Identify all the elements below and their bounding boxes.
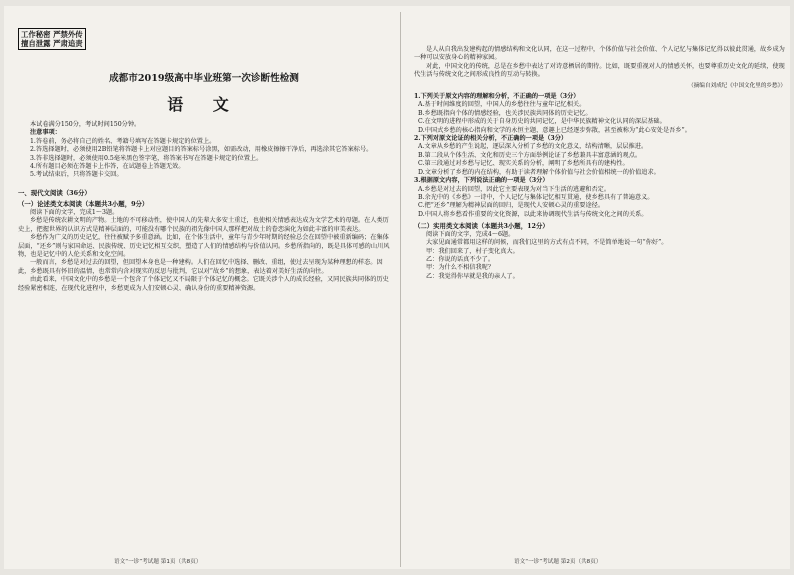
answer-option: A.乡愁是对过去的回望，因此它主要表现为对当下生活的逃避和否定。 [418,185,611,193]
exam-title: 成都市2019级高中毕业班第一次诊断性检测 [109,73,299,84]
stamp-line-1: 工作秘密 严禁外传 [21,30,83,39]
answer-option: C.把“还乡”理解为精神层面的回归，是现代人安顿心灵的重要途径。 [418,202,605,210]
subsection-heading: （二）实用类文本阅读（本题共3小题，12分） [414,222,549,231]
answer-option: A.基于时间维度的回望，中国人的乡愁往往与童年记忆相关。 [418,101,586,109]
note-item: 2.答选择题时，必须使用2B铅笔将答题卡上对应题目的答案标号涂黑，如需改动，用橡皮擦擦干净后，再选涂其它答案标号。 [30,146,373,154]
answer-option: C.第三段通过对乡愁与记忆、现实关系的分析，阐明了乡愁所具有的建构性。 [418,160,629,168]
confidential-stamp [18,28,86,50]
question-stem: 3.根据原文内容，下列说法正确的一项是（3分） [414,177,549,185]
column-divider [400,12,401,567]
passage-paragraph: 大家见面通常都用这样的问候，而我们这里的方式有点不同，不是简单地说一句“你好”。 [426,239,668,247]
answer-option: D.中国式乡愁的核心指向和文学的永恒主题，意趣上已经逐步弥散，甚至被称为“此心安处是吾乡”。 [418,126,691,134]
notes-title: 注意事项： [30,129,61,137]
note-item: 4.所有题目必须在答题卡上作答，在试题卷上答题无效。 [30,163,185,171]
reading-instruction: 阅读下面的文字，完成4～6题。 [426,230,515,238]
left-page [18,6,390,293]
dialogue-line: 乙：我觉得你早就是我的亲人了。 [426,272,519,280]
stamp-line-2: 擅自泄露 严肃追责 [21,39,83,48]
exam-intro: 本试卷满分150分，考试时间150分钟。 [30,121,141,128]
right-page [414,6,786,281]
answer-option: C.在文明的进程中形成的关于自身历史的共同记忆，是中华民族精神文化认同的深层基础。 [418,118,666,126]
answer-option: B.余光中的《乡愁》一诗中，个人记忆与集体记忆相互贯通，使乡愁具有了普遍意义。 [418,193,654,201]
question-stem: 2.下列对原文论证的相关分析，不正确的一项是（3分） [414,135,568,143]
reading-instruction: 阅读下面的文字，完成1～3题。 [30,209,119,217]
note-item: 3.答非选择题时，必须使用0.5毫米黑色签字笔，将答案书写在答题卡规定的位置上。 [30,154,263,162]
question-stem: 1.下列关于原文内容的理解和分析，不正确的一项是（3分） [414,93,580,101]
dialogue-line: 甲：我们回来了，村子变化真大。 [426,247,519,255]
dialogue-line: 甲：为什么不相信我呢？ [426,264,495,272]
exam-sheet [4,6,790,569]
answer-option: B.乡愁既指向个体的情感经验，也关涉民族共同体的历史记忆。 [418,109,592,117]
answer-option: A.文章从乡愁的产生说起，逐层深入分析了乡愁的文化意义，结构清晰，层层推进。 [418,143,648,151]
section-heading: 一、现代文阅读（36分） [18,188,91,197]
passage-paragraph: 乡愁作为广义的历史记忆，往往被赋予多重意涵。比如，在个体生活中，童年与青少年时期的经验总会在回望中被重新编码；在集体层面，“还乡”则与家国命运、民族传统、历史记忆相互交织，塑造了人们的情感结构与价值认同。乡愁所指向的，既是具体可感的山川风物，也是记忆中的人伦关系和文化空间。 [18,234,390,259]
dialogue-line: 乙：你说的话真不少了。 [426,255,495,263]
passage-source: （摘编自刘成纪《中国文化里的乡愁》） [688,82,786,89]
passage-paragraph: 乡愁是传统农耕文明的产物。土地的不可移动性，使中国人的先辈大多安土重迁，也使相关情感表达成为文学艺术的母题。在人类历史上，把握世界的认识方式是精神层面的，可能没有哪个民族的祖先像中国人那样把对故土的眷恋演化为如此丰富的审美表达。 [18,217,389,233]
answer-option: D.中国人将乡愁看作重要的文化资源，以此来协调现代生活与传统文化之间的关系。 [418,210,648,218]
subject-title: 语 文 [167,95,241,114]
page-footer-left: 语文“一诊”考试题 第1页（共8页） [114,559,202,565]
answer-option: B.第二段从个体生活、文化和历史三个方面举例论证了乡愁兼具丰富意涵的观点。 [418,151,642,159]
passage-paragraph: 由此看来，中国文化中的乡愁是一个包含了个体记忆又不局限于个体记忆的概念。它既关涉个人的成长经验，又同民族共同体的历史经验紧密相连，在现代化进程中，乡愁更成为人们安顿心灵、确认身份的重要精神资源。 [18,276,389,292]
subsection-heading: （一）论述类文本阅读（本题共3小题，9分） [18,200,149,209]
passage-paragraph: 对此，中国文化的传统，总是在乡愁中表达了对诗意栖居的期待。比如，既要重视对人的情感关怀，也要尊重历史文化的延续，使现代生活与传统文化之间形成良性的互动与转换。 [414,62,785,79]
passage-paragraph: 是人从自我出发建构起的情感结构和文化认同，在这一过程中，个体价值与社会价值、个人记忆与集体记忆得以彼此贯通，故乡成为一种可以安放身心的精神家园。 [414,46,785,62]
page-footer-right: 语文“一诊”考试题 第2页（共8页） [514,559,602,565]
passage-paragraph: 一般而言，乡愁是对过去的回望，但回望本身也是一种建构。人们在回忆中选择、删改、重组，使过去呈现为某种理想的样态。因此，乡愁既具有怀旧的温情，也常常内含对现实的反思与批判，它以对“故乡”的想象，表达着对美好生活的向往。 [18,259,383,275]
answer-option: D.文章分析了乡愁的内在结构，有助于读者理解个体价值与社会价值相统一的价值追求。 [418,168,660,176]
note-item: 5.考试结束后，只将答题卡交回。 [30,171,123,179]
note-item: 1.答卷前，务必将自己的姓名、考籍号填写在答题卡规定的位置上。 [30,137,216,145]
